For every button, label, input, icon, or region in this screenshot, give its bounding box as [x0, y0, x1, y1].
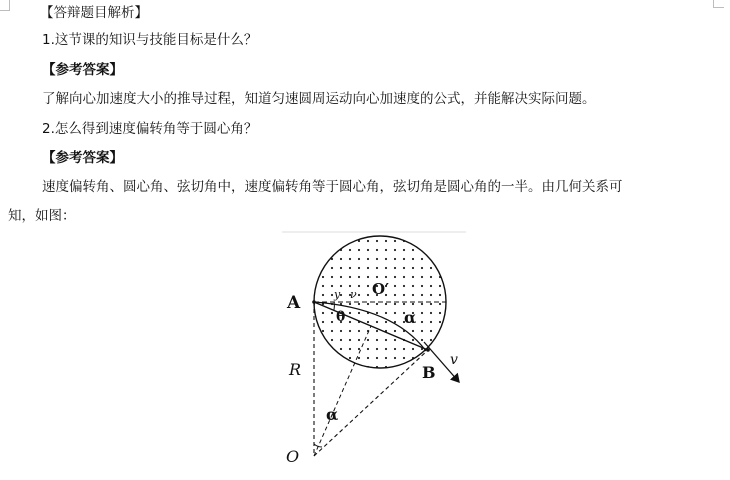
- corner-mark-top-left: [0, 0, 10, 11]
- geometry-figure: [276, 230, 476, 470]
- label-radius-r: R: [289, 360, 302, 379]
- corner-mark-top-right: [713, 0, 724, 8]
- label-point-b: B: [422, 363, 436, 382]
- answer-2-text-line-2: 知，如图：: [8, 208, 76, 224]
- angle-alpha-arc: [314, 444, 322, 447]
- section-heading: 【答辩题目解析】: [40, 5, 148, 21]
- label-angle-theta: θ: [336, 309, 346, 325]
- label-angle-alpha-right: α: [404, 308, 417, 327]
- answer-1-label: 【参考答案】: [42, 62, 123, 78]
- point-b-dot: [426, 348, 430, 352]
- label-center-o-prime: O′: [372, 280, 390, 298]
- label-point-a: A: [287, 293, 301, 313]
- label-center-o: O: [286, 447, 300, 466]
- point-a-dot: [312, 300, 316, 304]
- answer-2-label: 【参考答案】: [42, 150, 123, 166]
- label-y-mark: y: [334, 288, 341, 301]
- question-1: 1.这节课的知识与技能目标是什么？: [42, 32, 258, 48]
- label-velocity-v: v: [450, 352, 458, 368]
- answer-2-text-line-1: 速度偏转角、圆心角、弦切角中，速度偏转角等于圆心角，弦切角是圆心角的一半。由几何关系可: [42, 179, 623, 195]
- question-2: 2.怎么得到速度偏转角等于圆心角？: [42, 121, 258, 137]
- label-nu-mark: ν: [350, 288, 357, 301]
- label-angle-alpha-bottom: α: [326, 405, 339, 424]
- answer-1-text: 了解向心加速度大小的推导过程，知道匀速圆周运动向心加速度的公式，并能解决实际问题。: [42, 91, 596, 107]
